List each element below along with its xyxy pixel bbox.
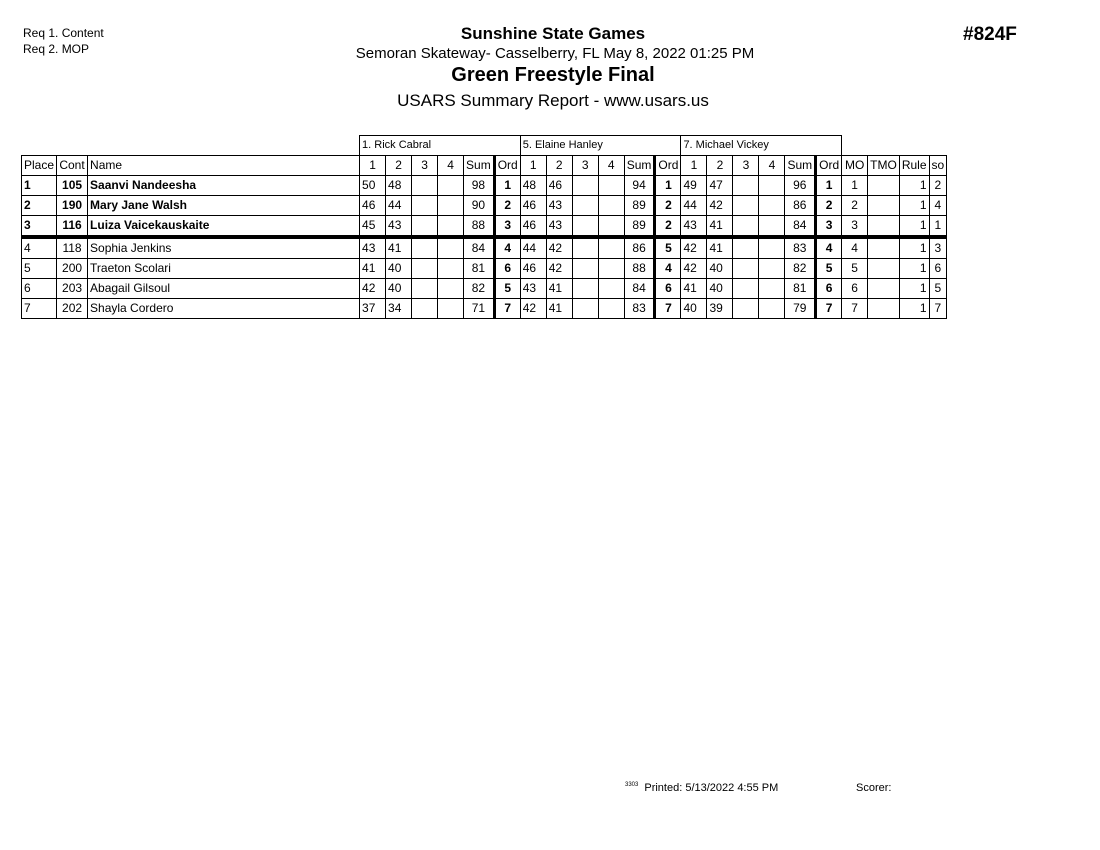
score-3 (733, 299, 759, 319)
sum-cell: 81 (464, 259, 495, 279)
column-header-mo: MO (842, 156, 868, 176)
sum-cell: 94 (624, 176, 655, 196)
score-4 (759, 299, 785, 319)
score-4 (438, 216, 464, 238)
skater-name: Saanvi Nandeesha (88, 176, 360, 196)
score-2: 47 (707, 176, 733, 196)
table-row (22, 279, 947, 299)
score-3 (572, 259, 598, 279)
score-1: 43 (681, 216, 707, 238)
mo-cell: 2 (842, 196, 868, 216)
sum-cell: 90 (464, 196, 495, 216)
score-2: 40 (707, 279, 733, 299)
score-2: 41 (707, 237, 733, 259)
place-cell: 5 (22, 259, 57, 279)
score-1: 41 (360, 259, 386, 279)
mo-cell: 7 (842, 299, 868, 319)
score-1: 44 (520, 237, 546, 259)
place-cell: 2 (22, 196, 57, 216)
place-cell: 7 (22, 299, 57, 319)
score-1: 43 (520, 279, 546, 299)
competition-title: Sunshine State Games (460, 24, 646, 43)
tmo-cell (868, 299, 900, 319)
score-2: 42 (546, 259, 572, 279)
score-1: 42 (681, 259, 707, 279)
report-title: USARS Summary Report - www.usars.us (397, 91, 709, 110)
score-1: 44 (681, 196, 707, 216)
score-2: 41 (386, 237, 412, 259)
contestant-number: 200 (57, 259, 88, 279)
table-row (22, 259, 947, 279)
score-1: 42 (520, 299, 546, 319)
tmo-cell (868, 196, 900, 216)
judge-name: 7. Michael Vickey (681, 136, 842, 156)
score-2: 46 (546, 176, 572, 196)
sum-cell: 86 (624, 237, 655, 259)
sum-cell: 79 (785, 299, 816, 319)
score-2: 41 (707, 216, 733, 238)
score-2: 42 (707, 196, 733, 216)
sum-cell: 84 (624, 279, 655, 299)
score-1: 42 (681, 237, 707, 259)
mo-cell: 3 (842, 216, 868, 238)
column-header-cont: Cont (57, 156, 88, 176)
table-row (22, 216, 947, 238)
rule-cell: 1 (899, 279, 929, 299)
score-3 (733, 216, 759, 238)
score-3 (412, 237, 438, 259)
sum-cell: 88 (464, 216, 495, 238)
column-header-2: 2 (707, 156, 733, 176)
score-1: 46 (520, 259, 546, 279)
column-header-tmo: TMO (868, 156, 900, 176)
column-header-4: 4 (598, 156, 624, 176)
sum-cell: 83 (785, 237, 816, 259)
sum-cell: 84 (785, 216, 816, 238)
ordinal-cell: 4 (494, 237, 520, 259)
score-4 (759, 279, 785, 299)
score-4 (598, 259, 624, 279)
mo-cell: 5 (842, 259, 868, 279)
sum-cell: 89 (624, 196, 655, 216)
so-cell: 5 (929, 279, 947, 299)
rule-cell: 1 (899, 176, 929, 196)
mo-cell: 1 (842, 176, 868, 196)
sum-cell: 88 (624, 259, 655, 279)
score-2: 34 (386, 299, 412, 319)
ordinal-cell: 2 (816, 196, 842, 216)
score-4 (438, 196, 464, 216)
event-code: #824F (963, 24, 1017, 45)
score-4 (759, 237, 785, 259)
ordinal-cell: 5 (655, 237, 681, 259)
rule-cell: 1 (899, 259, 929, 279)
score-1: 42 (360, 279, 386, 299)
column-header-ord: Ord (494, 156, 520, 176)
score-2: 43 (546, 216, 572, 238)
score-1: 43 (360, 237, 386, 259)
sum-cell: 89 (624, 216, 655, 238)
score-4 (759, 216, 785, 238)
column-header-3: 3 (412, 156, 438, 176)
tmo-cell (868, 216, 900, 238)
score-4 (598, 196, 624, 216)
scorer-label: Scorer: (856, 782, 892, 794)
score-4 (438, 279, 464, 299)
event-title: Green Freestyle Final (451, 64, 655, 86)
ordinal-cell: 7 (655, 299, 681, 319)
score-2: 44 (386, 196, 412, 216)
mo-cell: 4 (842, 237, 868, 259)
ordinal-cell: 7 (816, 299, 842, 319)
score-3 (572, 176, 598, 196)
score-1: 50 (360, 176, 386, 196)
contestant-number: 116 (57, 216, 88, 238)
blank-cell (22, 136, 360, 156)
score-3 (572, 196, 598, 216)
skater-name: Mary Jane Walsh (88, 196, 360, 216)
score-1: 40 (681, 299, 707, 319)
ordinal-cell: 2 (655, 216, 681, 238)
ordinal-cell: 1 (655, 176, 681, 196)
table-row (22, 237, 947, 259)
ordinal-cell: 5 (494, 279, 520, 299)
score-4 (438, 176, 464, 196)
rule-cell: 1 (899, 196, 929, 216)
score-4 (598, 299, 624, 319)
score-3 (412, 299, 438, 319)
ordinal-cell: 1 (816, 176, 842, 196)
score-4 (598, 176, 624, 196)
ordinal-cell: 6 (655, 279, 681, 299)
column-header-name: Name (88, 156, 360, 176)
score-4 (438, 299, 464, 319)
score-3 (733, 279, 759, 299)
sum-cell: 71 (464, 299, 495, 319)
requirement-1: Req 1. Content (23, 26, 104, 40)
score-4 (759, 196, 785, 216)
score-2: 39 (707, 299, 733, 319)
sum-cell: 96 (785, 176, 816, 196)
sum-cell: 81 (785, 279, 816, 299)
so-cell: 1 (929, 216, 947, 238)
column-header-2: 2 (386, 156, 412, 176)
skater-name: Sophia Jenkins (88, 237, 360, 259)
rule-cell: 1 (899, 299, 929, 319)
place-cell: 4 (22, 237, 57, 259)
score-3 (572, 299, 598, 319)
score-1: 41 (681, 279, 707, 299)
score-4 (598, 237, 624, 259)
score-3 (572, 279, 598, 299)
rule-cell: 1 (899, 237, 929, 259)
column-header-ord: Ord (816, 156, 842, 176)
score-1: 46 (520, 216, 546, 238)
tmo-cell (868, 279, 900, 299)
so-cell: 3 (929, 237, 947, 259)
sum-cell: 84 (464, 237, 495, 259)
place-cell: 6 (22, 279, 57, 299)
tmo-cell (868, 259, 900, 279)
table-row (22, 196, 947, 216)
score-3 (412, 176, 438, 196)
venue-date: Semoran Skateway- Casselberry, FL May 8, 2022 01:25 PM (355, 45, 755, 62)
column-header-1: 1 (360, 156, 386, 176)
score-2: 48 (386, 176, 412, 196)
sum-cell: 98 (464, 176, 495, 196)
score-3 (733, 196, 759, 216)
sum-cell: 86 (785, 196, 816, 216)
score-3 (733, 237, 759, 259)
printed-timestamp: $^{3303}$ Printed: 5/13/2022 4:55 PM (625, 782, 779, 794)
score-1: 46 (520, 196, 546, 216)
ordinal-cell: 4 (816, 237, 842, 259)
score-3 (733, 176, 759, 196)
ordinal-cell: 7 (494, 299, 520, 319)
score-1: 45 (360, 216, 386, 238)
column-header-place: Place (22, 156, 57, 176)
ordinal-cell: 6 (816, 279, 842, 299)
so-cell: 4 (929, 196, 947, 216)
contestant-number: 203 (57, 279, 88, 299)
column-header-4: 4 (438, 156, 464, 176)
ordinal-cell: 5 (816, 259, 842, 279)
score-2: 41 (546, 279, 572, 299)
score-2: 40 (707, 259, 733, 279)
score-3 (412, 196, 438, 216)
skater-name: Shayla Cordero (88, 299, 360, 319)
results-table (21, 135, 947, 319)
score-1: 37 (360, 299, 386, 319)
score-4 (759, 176, 785, 196)
score-4 (759, 259, 785, 279)
tmo-cell (868, 237, 900, 259)
rule-cell: 1 (899, 216, 929, 238)
table-row (22, 176, 947, 196)
column-header-3: 3 (733, 156, 759, 176)
contestant-number: 118 (57, 237, 88, 259)
score-1: 49 (681, 176, 707, 196)
column-header-sum: Sum (624, 156, 655, 176)
score-3 (412, 216, 438, 238)
score-4 (438, 259, 464, 279)
column-header-1: 1 (681, 156, 707, 176)
column-header-1: 1 (520, 156, 546, 176)
score-3 (572, 237, 598, 259)
skater-name: Traeton Scolari (88, 259, 360, 279)
place-cell: 1 (22, 176, 57, 196)
column-header-rule: Rule (899, 156, 929, 176)
skater-name: Luiza Vaicekauskaite (88, 216, 360, 238)
ordinal-cell: 3 (494, 216, 520, 238)
score-4 (598, 216, 624, 238)
ordinal-cell: 4 (655, 259, 681, 279)
so-cell: 2 (929, 176, 947, 196)
column-header-4: 4 (759, 156, 785, 176)
score-2: 41 (546, 299, 572, 319)
ordinal-cell: 2 (655, 196, 681, 216)
score-2: 42 (546, 237, 572, 259)
score-2: 43 (386, 216, 412, 238)
sum-cell: 82 (785, 259, 816, 279)
column-header-so: so (929, 156, 947, 176)
tmo-cell (868, 176, 900, 196)
contestant-number: 202 (57, 299, 88, 319)
report-id: 3303 (625, 782, 639, 789)
score-2: 43 (546, 196, 572, 216)
ordinal-cell: 2 (494, 196, 520, 216)
requirement-2: Req 2. MOP (23, 42, 90, 56)
so-cell: 6 (929, 259, 947, 279)
score-3 (412, 279, 438, 299)
column-header-sum: Sum (785, 156, 816, 176)
column-header-ord: Ord (655, 156, 681, 176)
table-row (22, 299, 947, 319)
column-header-sum: Sum (464, 156, 495, 176)
sum-cell: 82 (464, 279, 495, 299)
score-2: 40 (386, 279, 412, 299)
score-1: 48 (520, 176, 546, 196)
column-header-3: 3 (572, 156, 598, 176)
contestant-number: 190 (57, 196, 88, 216)
score-3 (412, 259, 438, 279)
judge-name: 1. Rick Cabral (360, 136, 521, 156)
score-2: 40 (386, 259, 412, 279)
mo-cell: 6 (842, 279, 868, 299)
score-3 (733, 259, 759, 279)
place-cell: 3 (22, 216, 57, 238)
skater-name: Abagail Gilsoul (88, 279, 360, 299)
column-header-2: 2 (546, 156, 572, 176)
sum-cell: 83 (624, 299, 655, 319)
score-3 (572, 216, 598, 238)
score-4 (598, 279, 624, 299)
score-1: 46 (360, 196, 386, 216)
contestant-number: 105 (57, 176, 88, 196)
judge-name: 5. Elaine Hanley (520, 136, 681, 156)
so-cell: 7 (929, 299, 947, 319)
ordinal-cell: 3 (816, 216, 842, 238)
score-4 (438, 237, 464, 259)
ordinal-cell: 6 (494, 259, 520, 279)
ordinal-cell: 1 (494, 176, 520, 196)
